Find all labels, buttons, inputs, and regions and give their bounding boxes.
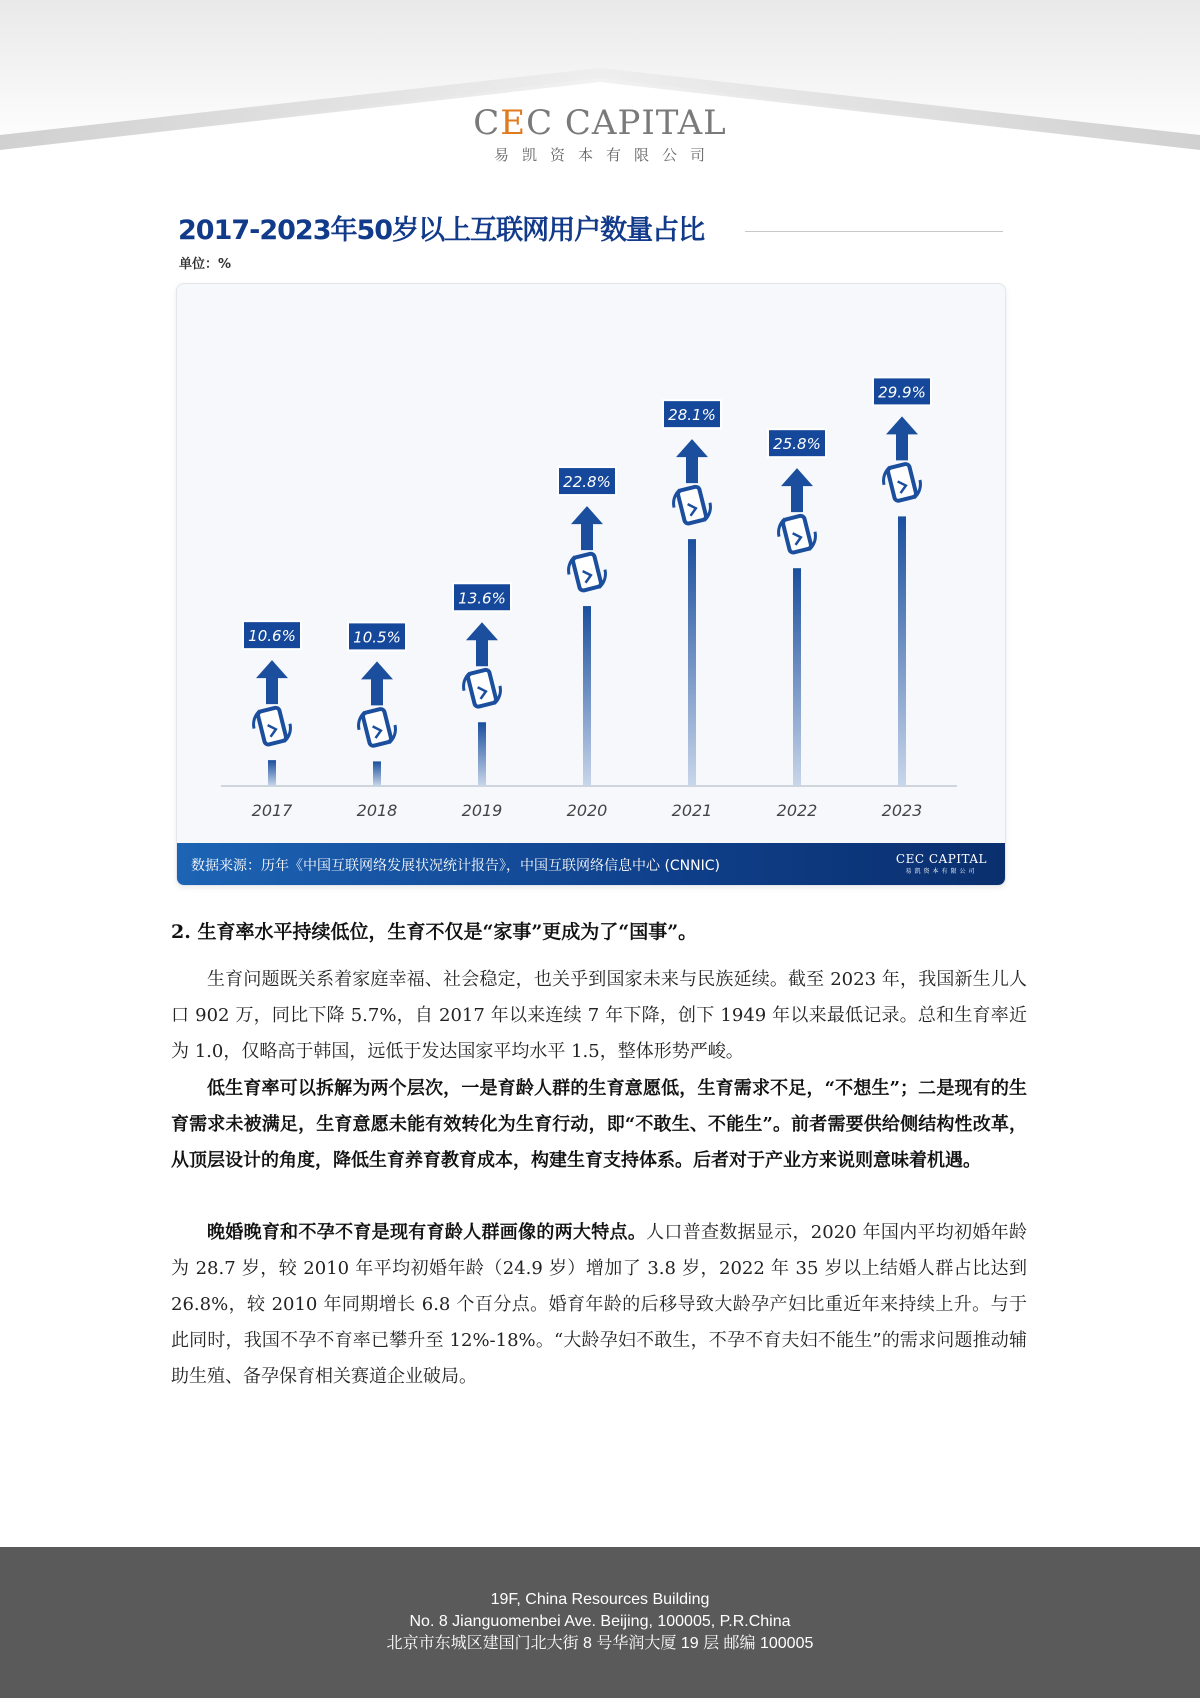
bar-2017 (268, 760, 276, 786)
x-tick-label-2022: 2022 (776, 801, 818, 820)
paragraph-1: 生育问题既关系着家庭幸福、社会稳定，也关乎到国家未来与民族延续。截至 2023 年，我国新生儿人口 902 万，同比下降 5.7%，自 2017 年以来连续 7 年下降，创下 1949 年以来最低记录。总和生育率近为 1.0，仅略高于韩国，远低于发达国家平均水平 1.5，整体形势严峻。 (171, 969, 1027, 1062)
data-label-2018: 10.5% (353, 628, 401, 647)
x-tick-label-2018: 2018 (356, 801, 398, 820)
bar-2021 (688, 539, 696, 786)
logo-chinese-name: 易凯资本有限公司 (493, 146, 718, 164)
up-arrow-icon (886, 416, 918, 460)
bar-2020 (583, 606, 591, 786)
paragraph-2: 低生育率可以拆解为两个层次，一是育龄人群的生育意愿低，生育需求不足，“不想生”；二是现有的生育需求未被满足，生育意愿未能有效转化为生育行动，即“不敢生、不能生”。前者需要供给侧结构性改革，从顶层设计的角度，降低生育养育教育成本，构建生育支持体系。后者对于产业方来说则意味着机遇。 (171, 1078, 1027, 1171)
source-logo-chinese: 易凯资本有限公司 (905, 868, 978, 875)
unit-label: 单位：% (179, 257, 232, 272)
x-tick-label-2019: 2019 (461, 801, 503, 820)
up-arrow-icon (571, 506, 603, 550)
phone-icon (250, 704, 294, 748)
x-tick-label-2021: 2021 (671, 801, 713, 820)
phone-icon (355, 706, 399, 750)
source-text: 数据来源：历年《中国互联网络发展状况统计报告》，中国互联网络信息中心 (CNNIC) (191, 858, 720, 874)
chart-title: 2017-2023年50岁以上互联网用户数量占比 (178, 215, 705, 246)
data-label-2021: 28.1% (668, 406, 716, 425)
company-logo (0, 104, 1200, 165)
up-arrow-icon (676, 439, 708, 483)
phone-icon (880, 461, 924, 505)
data-label-2019: 13.6% (458, 589, 506, 608)
paragraph-3-lead: 晚婚晚育和不孕不育是现有育龄人群画像的两大特点。 (207, 1222, 647, 1243)
data-label-2022: 25.8% (773, 435, 821, 454)
section-heading: 2. 生育率水平持续低位，生育不仅是“家事”更成为了“国事”。 (171, 921, 698, 943)
footer-address-line-2: No. 8 Jianguomenbei Ave. Beijing, 100005, P.R.China (409, 1613, 791, 1630)
up-arrow-icon (256, 660, 288, 704)
source-bar (177, 843, 1005, 885)
bar-2018 (373, 761, 381, 786)
up-arrow-icon (781, 468, 813, 512)
logo-letter-e: E (500, 103, 527, 143)
chart-panel (176, 283, 1006, 886)
source-logo (896, 852, 987, 875)
up-arrow-icon (361, 661, 393, 705)
title-divider (745, 231, 1003, 232)
data-label-2017: 10.6% (248, 627, 296, 646)
logo-letter-c: C (473, 103, 501, 143)
paragraph-3-body: 人口普查数据显示，2020 年国内平均初婚年龄为 28.7 岁，较 2010 年平均初婚年龄（24.9 岁）增加了 3.8 岁，2022 年 35 岁以上结婚人群占比达到 26.8%，较 2010 年同期增长 6.8 个百分点。婚育年龄的后移导致大龄孕产妇比重近年来持续上升。与于此同时，我国不孕不育率已攀升至 12%-18%。“大龄孕妇不敢生，不孕不育夫妇不能生”的需求问题推动辅助生殖、备孕保育相关赛道企业破局。 (171, 1222, 1027, 1387)
data-label-2020: 22.8% (563, 473, 611, 492)
phone-icon (460, 666, 504, 710)
data-label-2023: 29.9% (878, 383, 926, 402)
x-tick-label-2017: 2017 (251, 801, 293, 820)
paragraph-3 (171, 1215, 1027, 1395)
page-header (0, 0, 1200, 175)
x-tick-label-2023: 2023 (881, 801, 923, 820)
phone-icon (565, 550, 609, 594)
logo-wordmark: C CAPITAL (526, 103, 727, 143)
phone-icon (670, 483, 714, 527)
bar-chart (177, 284, 1005, 843)
footer-address-line-1: 19F, China Resources Building (490, 1591, 710, 1608)
page-footer (0, 1547, 1200, 1698)
x-tick-label-2020: 2020 (566, 801, 608, 820)
phone-icon (775, 512, 819, 556)
bar-2023 (898, 516, 906, 786)
bar-2022 (793, 568, 801, 786)
up-arrow-icon (466, 622, 498, 666)
footer-address-line-3: 北京市东城区建国门北大街 8 号华润大厦 19 层 邮编 100005 (386, 1635, 814, 1652)
bar-2019 (478, 722, 486, 786)
source-logo-wordmark: CEC CAPITAL (895, 852, 987, 866)
